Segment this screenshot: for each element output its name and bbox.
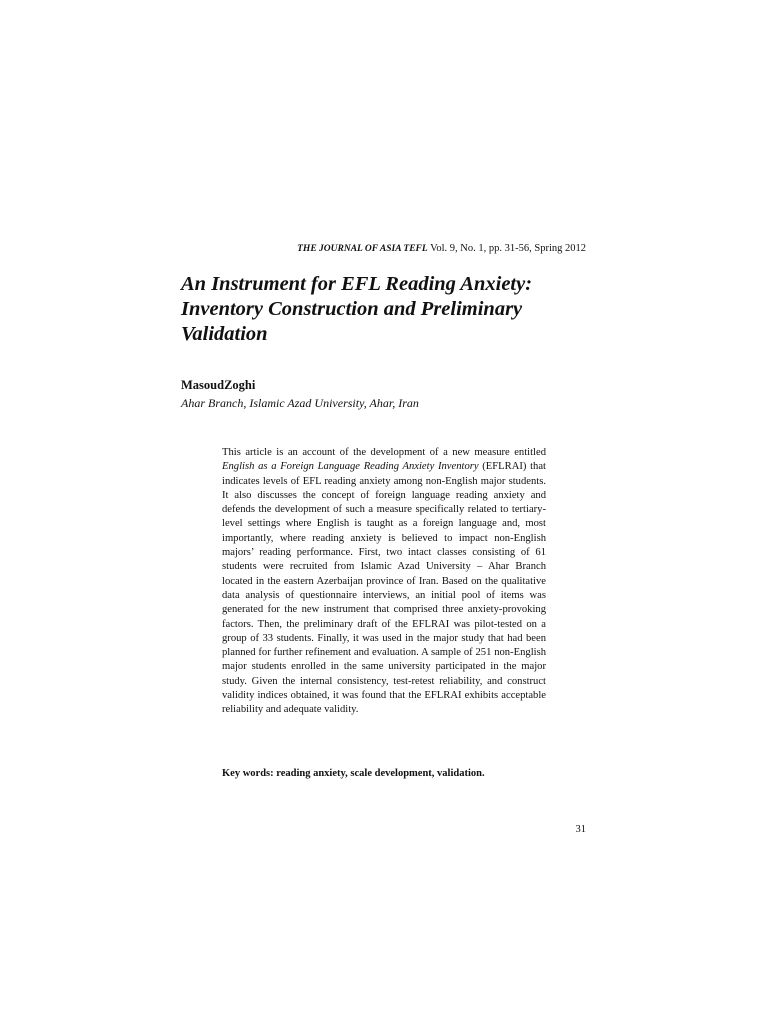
abstract-instrument-name: English as a Foreign Language Reading Anxiety Inventory	[222, 461, 479, 473]
abstract-text-part1: This article is an account of the development of a new measure entitled	[222, 447, 546, 458]
title-line-1: An Instrument for EFL Reading Anxiety:	[181, 273, 533, 295]
abstract-paragraph	[222, 446, 546, 718]
title-line-3: Validation	[181, 323, 268, 345]
journal-issue-details: Vol. 9, No. 1, pp. 31-56, Spring 2012	[427, 243, 586, 254]
abstract	[222, 446, 546, 718]
author-name: MasoudZoghi	[181, 378, 256, 392]
abstract-text-part2: (EFLRAI) that indicates levels of EFL reading anxiety among non-English major students. It also discusses the concept of foreign language reading anxiety and defends the development of such a measure specifically related to tertiary-level settings where English is taught as a foreign language and, most importantly, where reading anxiety is believed to impact non-English majors’ reading performance. First, two intact classes consisting of 61 students were recruited from Islamic Azad University – Ahar Branch located in the eastern Azerbaijan province of Iran. Based on the qualitative data analysis of questionnaire interviews, an initial pool of items was generated for the new instrument that comprised three anxiety-provoking factors. Then, the preliminary draft of the EFLRAI was pilot-tested on a group of 33 students. Finally, it was used in the major study that had been planned for further refinement and evaluation. A sample of 251 non-English major students enrolled in the same university participated in the major study. Given the internal consistency, test-retest reliability, and construct validity indices obtained, it was found that the EFLRAI exhibits acceptable reliability and adequate validity.	[222, 461, 546, 716]
page-number: 31	[575, 824, 586, 835]
keywords: Key words: reading anxiety, scale development, validation.	[222, 768, 485, 779]
running-head	[297, 243, 586, 254]
title-line-2: Inventory Construction and Preliminary	[181, 298, 523, 320]
journal-name: THE JOURNAL OF ASIA TEFL	[297, 244, 428, 254]
author-affiliation: Ahar Branch, Islamic Azad University, Ahar, Iran	[181, 396, 419, 410]
article-title	[181, 272, 581, 347]
